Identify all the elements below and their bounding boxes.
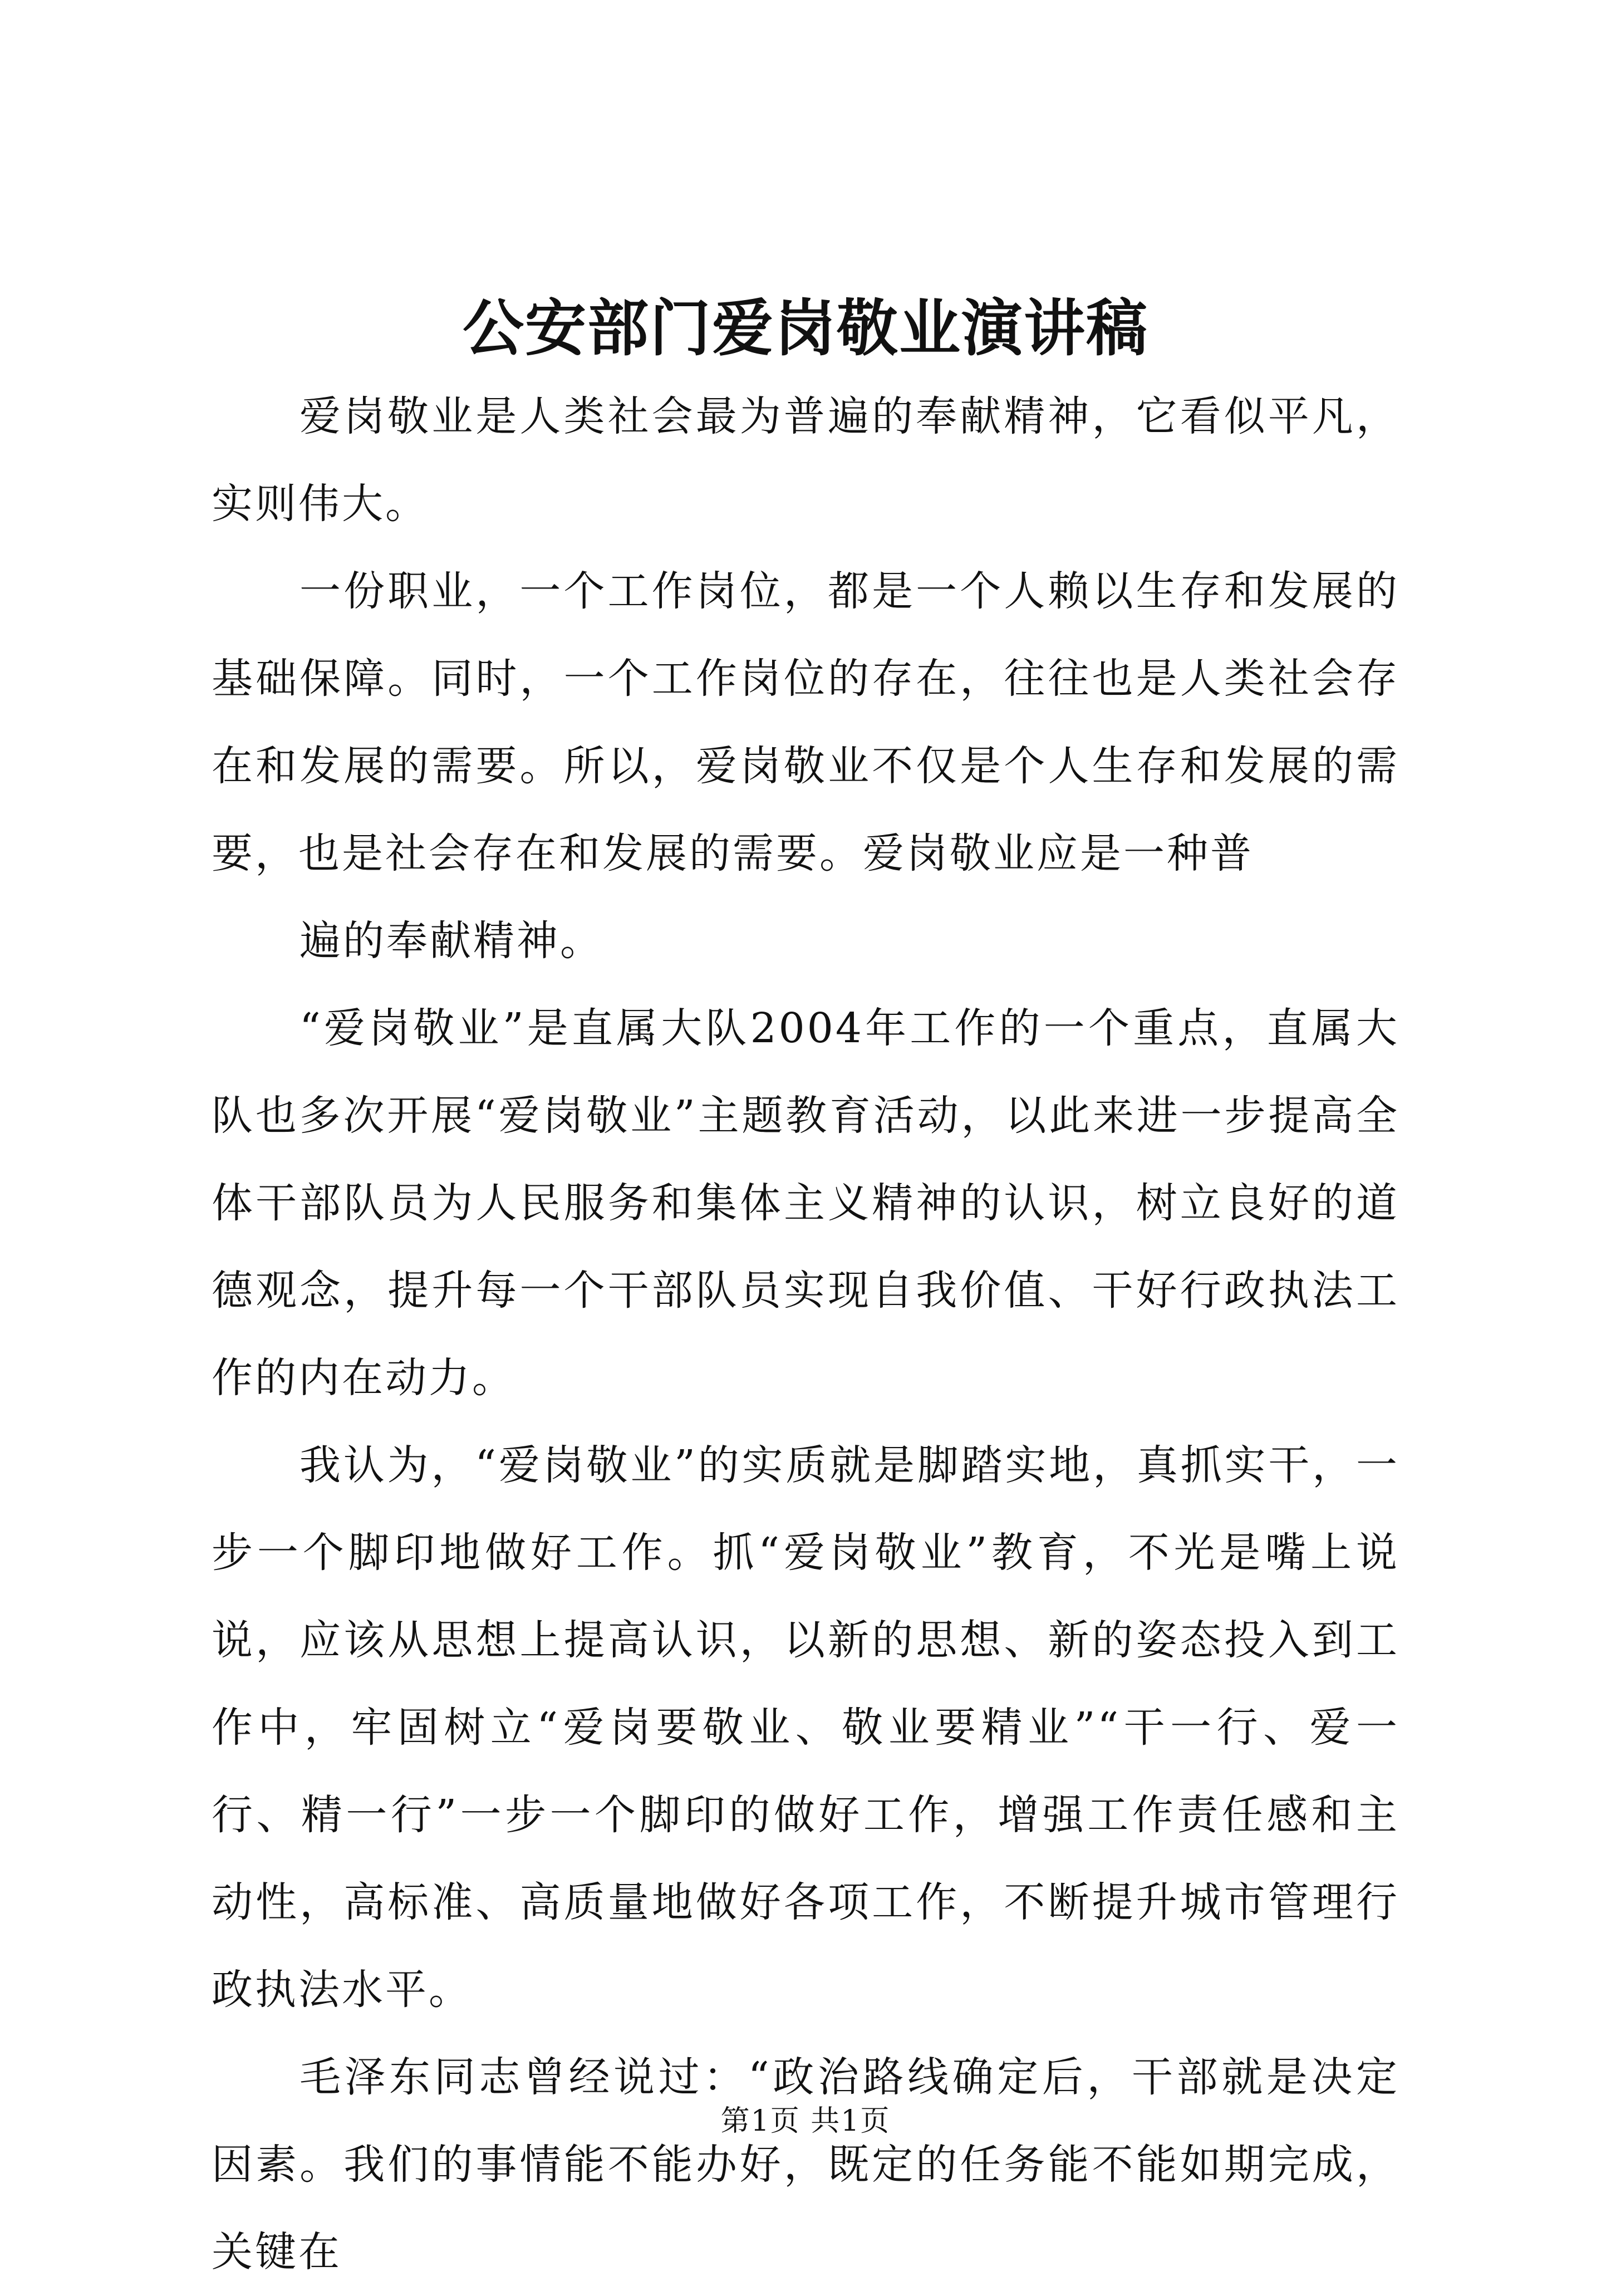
- paragraph-3: 遍的奉献精神。: [299, 917, 603, 965]
- document-title: 公安部门爱岗敬业演讲稿: [463, 292, 1148, 364]
- paragraph-4: “爱岗敬业”是直属大队2004年工作的一个重点，直属大队也多次开展“爱岗敬业”主题教育活动，以此来进一步提高全体干部队员为人民服务和集体主义精神的认识，树立良好的道德观念，提升每一个干部队员实现自我价值、干好行政执法工作的内在动力。: [212, 1004, 1399, 1402]
- paragraph-2: 一份职业，一个工作岗位，都是一个人赖以生存和发展的基础保障。同时，一个工作岗位的存在，往往也是人类社会存在和发展的需要。所以，爱岗敬业不仅是个人生存和发展的需要，也是社会存在和发展的需要。爱岗敬业应是一种普: [212, 567, 1399, 877]
- document-body: [212, 373, 1399, 2296]
- page-number-footer: 第1页 共1页: [720, 2104, 891, 2138]
- paragraph-6: 毛泽东同志曾经说过：“政治路线确定后，干部就是决定因素。我们的事情能不能办好，既定的任务能不能如期完成，关键在: [212, 2053, 1399, 2276]
- paragraph-1: 爱岗敬业是人类社会最为普遍的奉献精神，它看似平凡，实则伟大。: [212, 393, 1399, 528]
- paragraph-5: 我认为，“爱岗敬业”的实质就是脚踏实地，真抓实干，一步一个脚印地做好工作。抓“爱岗敬业”教育，不光是嘴上说说，应该从思想上提高认识，以新的思想、新的姿态投入到工作中，牢固树立“爱岗要敬业、敬业要精业”“干一行、爱一行、精一行”一步一个脚印的做好工作，增强工作责任感和主动性，高标准、高质量地做好各项工作，不断提升城市管理行政执法水平。: [212, 1441, 1399, 2014]
